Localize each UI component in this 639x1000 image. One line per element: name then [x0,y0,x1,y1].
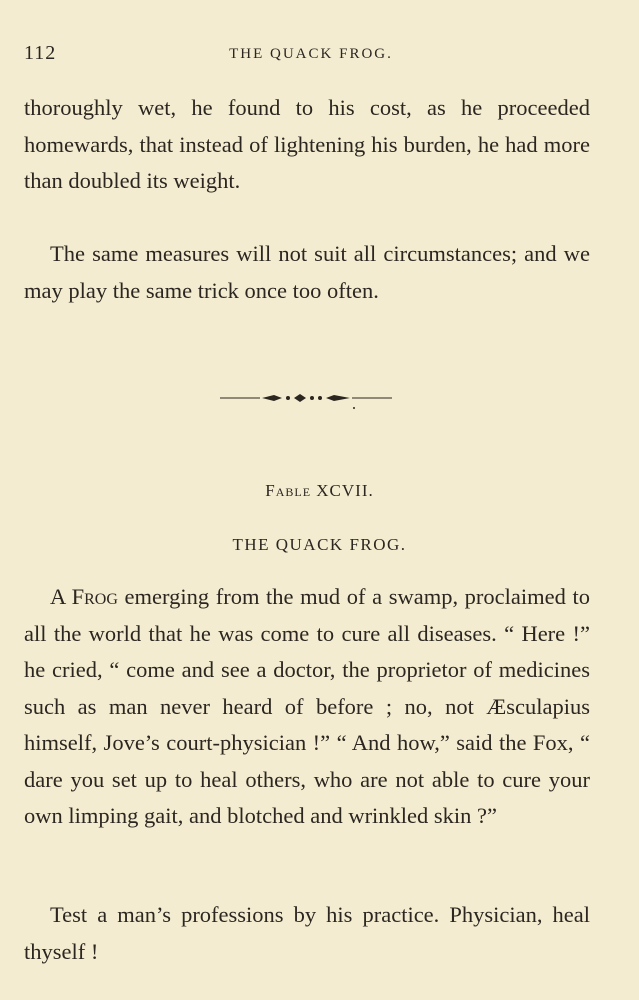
fable-moral: Test a man’s professions by his practice. Physician, heal thyself ! [24,902,590,964]
paragraph-moral-previous: The same measures will not suit all circumstances; and we may play the same trick once too often. [24,241,590,303]
running-head [24,42,598,66]
paragraph-continuation: thoroughly wet, he found to his cost, as he proceeded homewards, that instead of lightening his burden, he had more than doubled its weight. [24,95,590,193]
fable-body-text: emerging from the mud of a swamp, proclaimed to all the world that he was come to cure all diseases. “ Here !” he cried, “ come and see a doctor, the proprietor of medicines such as man never heard of before ; no, not Æsculapius himself, Jove’s court-physician !” “ And how,” said the Fox, “ dare you set up to heal others, who are not able to cure your own limping gait, and blotched and wrinkled skin ?” [24,584,590,828]
decorative-rule-ornament-icon [216,388,396,412]
fable-number: Fable XCVII. [265,481,374,500]
page-number: 112 [24,42,57,64]
running-title: THE QUACK FROG. [229,46,393,62]
fable-title: THE QUACK FROG. [232,535,407,554]
fable-body [24,579,590,835]
fable-body-lead-in: A [50,584,66,609]
fable-body-lead-caps: Frog [71,584,118,609]
